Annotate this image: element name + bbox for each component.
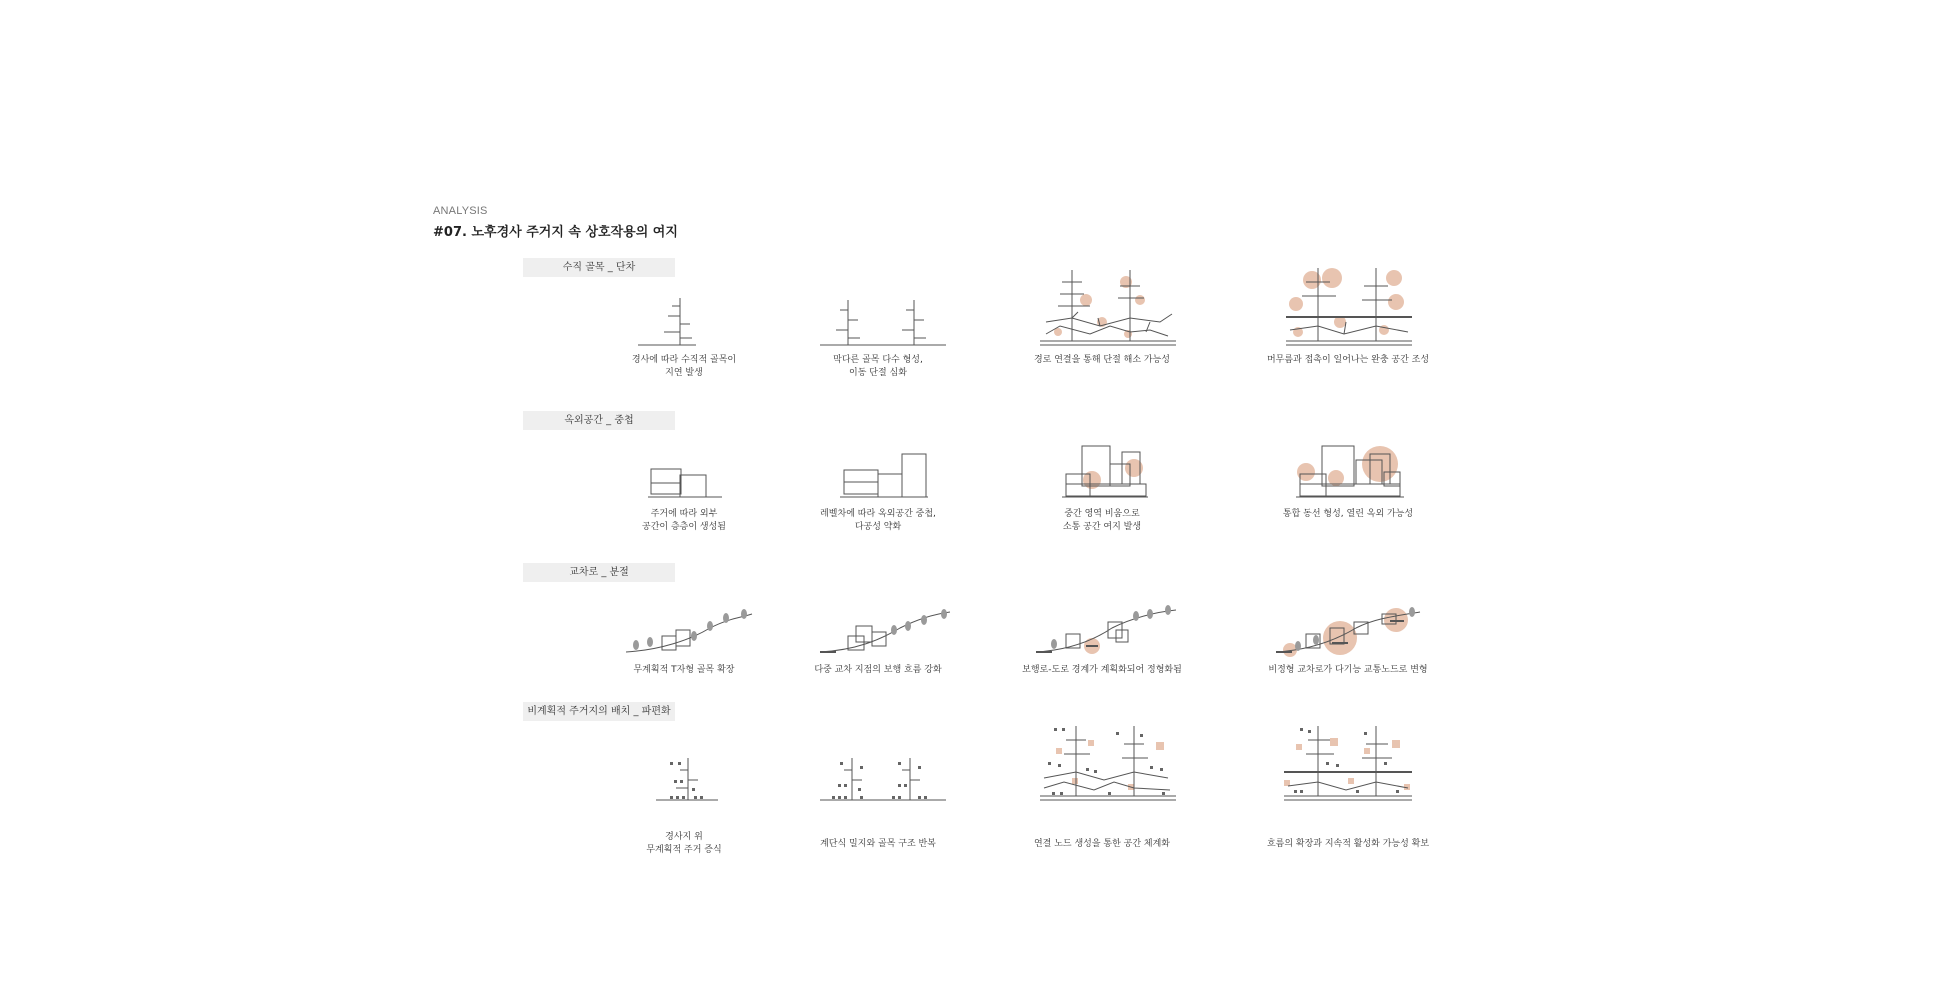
caption-1-1: 경사에 따라 수직적 골목이 지연 발생	[631, 355, 737, 378]
caption-2-1: 주거에 따라 외부 공간이 층층이 생성됨	[642, 509, 726, 532]
caption-1-4: 머무름과 접촉이 일어나는 완충 공간 조성	[1266, 355, 1430, 365]
vertical-alley-diagram-1	[638, 298, 696, 345]
caption-4-3: 연결 노드 생성을 통한 공간 체계화	[1033, 839, 1171, 849]
vertical-alley-diagram-3	[1040, 270, 1176, 345]
caption-1-3: 경로 연결을 통해 단절 해소 가능성	[1033, 355, 1171, 365]
fragmented-layout-diagram-4	[1284, 726, 1412, 800]
caption-2-3: 중간 영역 비움으로 소통 공간 여지 발생	[1062, 509, 1142, 532]
section-title-unplanned-layout: 비계획적 주거지의 배치 _ 파편화	[523, 702, 675, 721]
vertical-alley-diagram-2	[820, 300, 946, 345]
section-title-outdoor-space: 옥외공간 _ 중첩	[523, 411, 675, 430]
outdoor-space-diagram-4	[1296, 446, 1404, 497]
caption-3-1: 무계획적 T자형 골목 확장	[633, 665, 735, 675]
intersection-diagram-4	[1276, 607, 1420, 657]
header-label: ANALYSIS	[433, 205, 488, 217]
caption-3-3: 보행로-도로 경계가 계획화되어 정형화됨	[1022, 665, 1182, 675]
fragmented-layout-diagram-2	[820, 758, 946, 800]
caption-4-2: 계단식 밀지와 골목 구조 반복	[820, 839, 936, 849]
vertical-alley-diagram-4	[1286, 268, 1412, 345]
section-title-intersection: 교차로 _ 분절	[523, 563, 675, 582]
caption-4-4: 흐름의 확장과 지속적 활성화 가능성 확보	[1266, 839, 1430, 849]
intersection-diagram-1	[626, 609, 752, 652]
outdoor-space-diagram-3	[1062, 446, 1148, 497]
section-title-vertical-alley: 수직 골목 _ 단차	[523, 258, 675, 277]
caption-3-4: 비정형 교차로가 다기능 교통노드로 변형	[1268, 665, 1428, 675]
fragmented-layout-diagram-3	[1040, 726, 1176, 800]
caption-2-4: 통합 동선 형성, 열린 옥외 가능성	[1282, 509, 1414, 519]
caption-1-2: 막다른 골목 다수 형성, 이동 단절 심화	[833, 355, 923, 378]
caption-4-1: 경사지 위 무계획적 주거 증식	[646, 832, 722, 855]
intersection-diagram-2	[820, 609, 950, 652]
page-title: #07. 노후경사 주거지 속 상호작용의 여지	[433, 225, 678, 240]
caption-3-2: 다중 교차 지점의 보행 흐름 강화	[814, 665, 942, 675]
outdoor-space-diagram-1	[648, 469, 722, 497]
fragmented-layout-diagram-1	[656, 758, 718, 800]
caption-2-2: 레벨차에 따라 옥외공간 중첩, 다공성 약화	[820, 509, 936, 532]
intersection-diagram-3	[1036, 605, 1176, 654]
outdoor-space-diagram-2	[840, 454, 928, 497]
